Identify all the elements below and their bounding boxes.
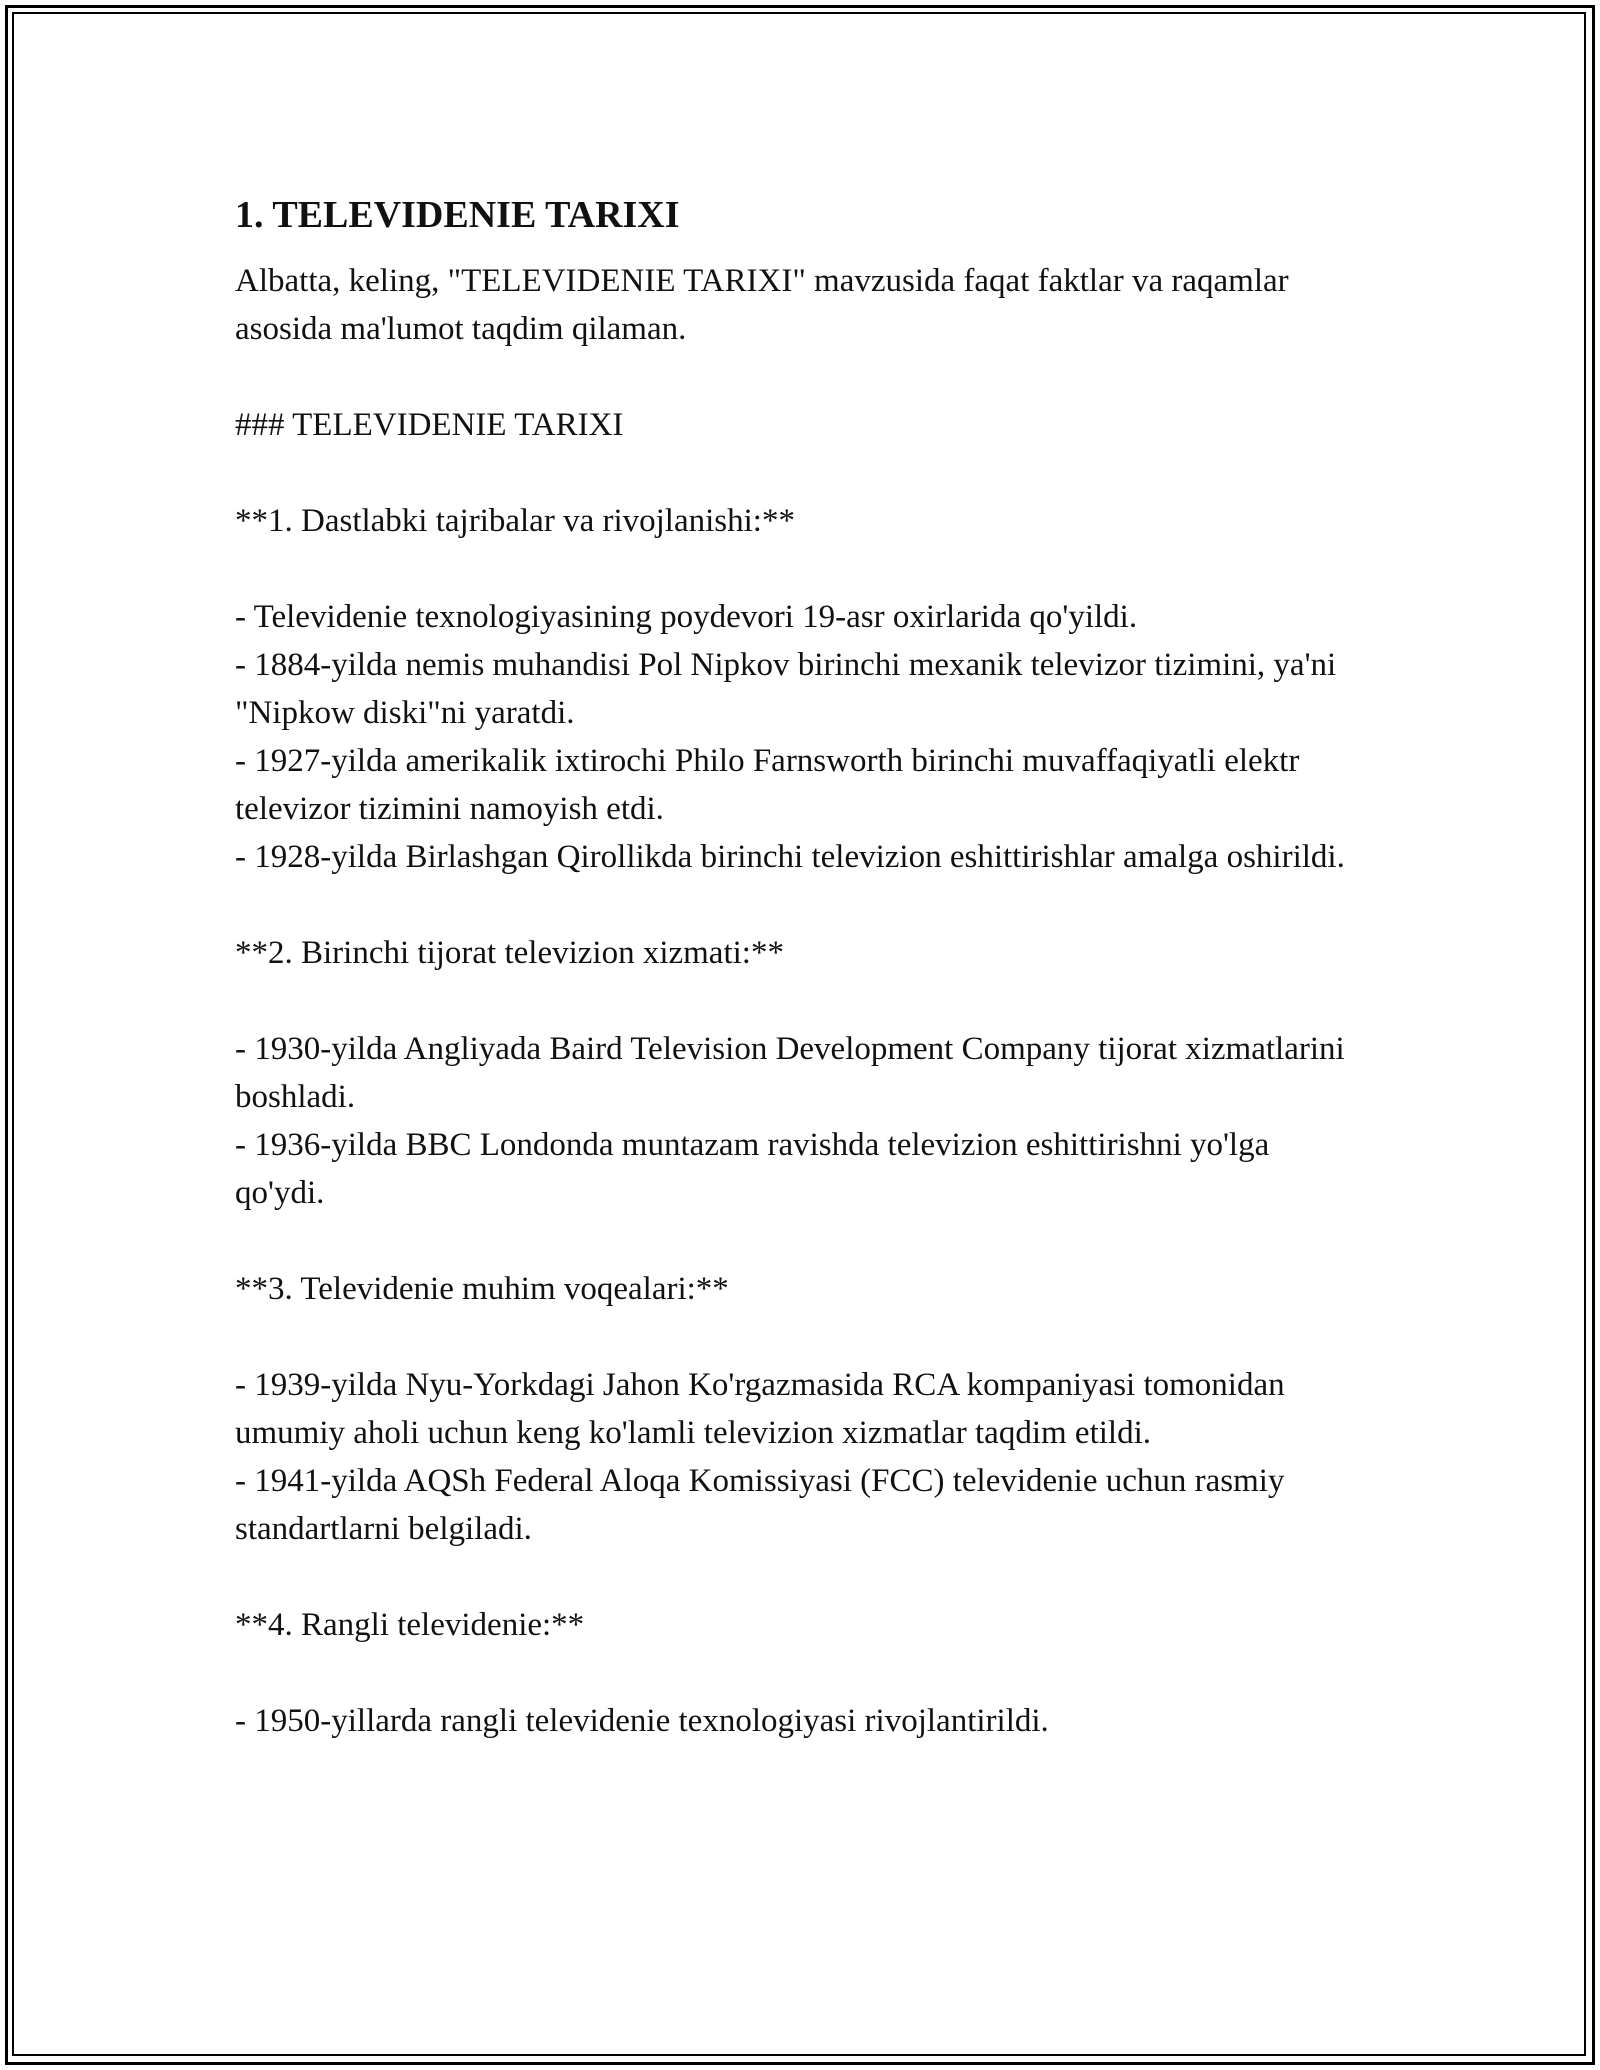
section-heading: **1. Dastlabki tajribalar va rivojlanishi:** bbox=[235, 503, 795, 539]
section-items bbox=[235, 593, 1365, 881]
subheading: ### TELEVIDENIE TARIXI bbox=[235, 407, 624, 443]
list-item: - 1936-yilda BBC Londonda muntazam ravishda televizion eshittirishni yo'lga qo'ydi. bbox=[235, 1127, 1270, 1211]
list-item: - 1941-yilda AQSh Federal Aloqa Komissiyasi (FCC) televidenie uchun rasmiy standartlarni belgiladi. bbox=[235, 1463, 1285, 1547]
section-items bbox=[235, 1025, 1365, 1217]
section-items bbox=[235, 1697, 1365, 1745]
section-heading: **2. Birinchi tijorat televizion xizmati:** bbox=[235, 935, 784, 971]
section-2 bbox=[235, 929, 1365, 1217]
list-item: - 1930-yilda Angliyada Baird Television Development Company tijorat xizmatlarini boshladi. bbox=[235, 1031, 1345, 1115]
section-3 bbox=[235, 1265, 1365, 1553]
list-item: - Televidenie texnologiyasining poydevori 19-asr oxirlarida qo'yildi. bbox=[235, 599, 1138, 635]
document-title: 1. TELEVIDENIE TARIXI bbox=[235, 194, 680, 236]
section-heading: **4. Rangli televidenie:** bbox=[235, 1607, 585, 1643]
list-item: - 1927-yilda amerikalik ixtirochi Philo Farnsworth birinchi muvaffaqiyatli elektr televizor tizimini namoyish etdi. bbox=[235, 743, 1300, 827]
section-1 bbox=[235, 497, 1365, 881]
list-item: - 1950-yillarda rangli televidenie texnologiyasi rivojlantirildi. bbox=[235, 1703, 1049, 1739]
list-item: - 1884-yilda nemis muhandisi Pol Nipkov birinchi mexanik televizor tizimini, ya'ni "Nipkow diski"ni yaratdi. bbox=[235, 647, 1337, 731]
section-4 bbox=[235, 1601, 1365, 1745]
document-body bbox=[235, 185, 1365, 1745]
intro-paragraph: Albatta, keling, "TELEVIDENIE TARIXI" mavzusida faqat faktlar va raqamlar asosida ma'lumot taqdim qilaman. bbox=[235, 263, 1289, 347]
list-item: - 1939-yilda Nyu-Yorkdagi Jahon Ko'rgazmasida RCA kompaniyasi tomonidan umumiy aholi uchun keng ko'lamli televizion xizmatlar taqdim etildi. bbox=[235, 1367, 1285, 1451]
section-heading: **3. Televidenie muhim voqealari:** bbox=[235, 1271, 729, 1307]
section-items bbox=[235, 1361, 1365, 1553]
list-item: - 1928-yilda Birlashgan Qirollikda birinchi televizion eshittirishlar amalga oshirildi. bbox=[235, 839, 1345, 875]
